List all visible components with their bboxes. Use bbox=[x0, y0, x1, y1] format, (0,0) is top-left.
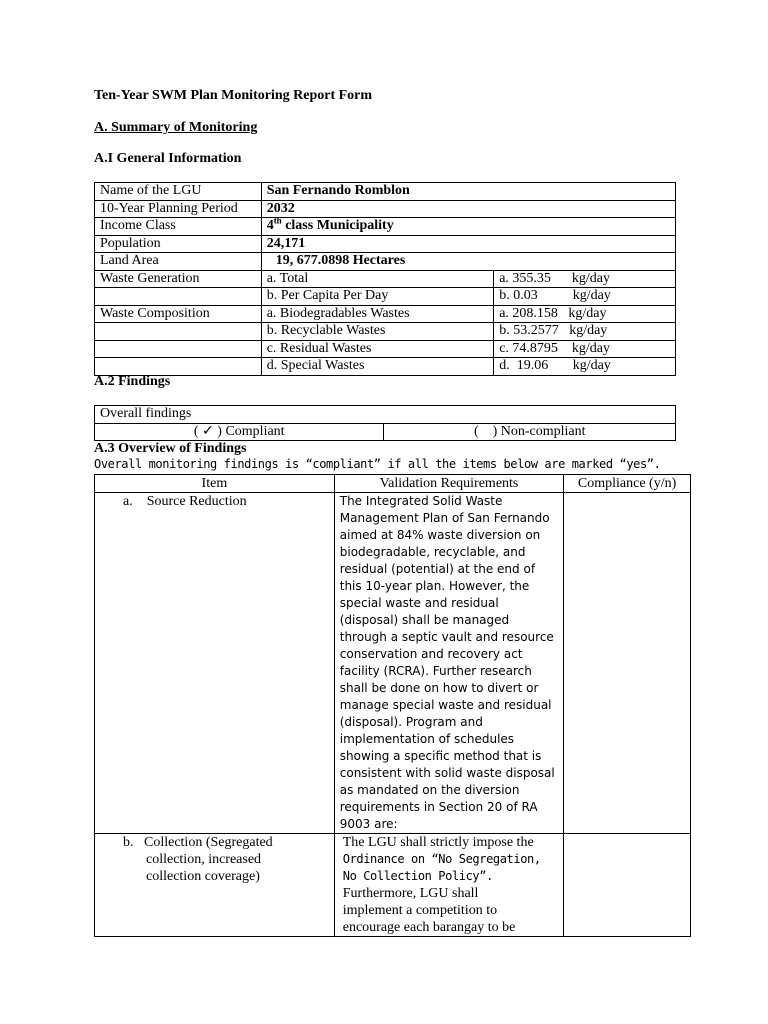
collection-text-line: Furthermore, LGU shall bbox=[342, 886, 479, 901]
collection-text-line: implement a competition to bbox=[342, 903, 498, 918]
composition-recyclable-label: b. Recyclable Wastes bbox=[261, 323, 494, 341]
land-area-value: 19, 677.0898 Hectares bbox=[261, 253, 675, 271]
table-row bbox=[95, 423, 676, 441]
lgu-value: San Fernando Romblon bbox=[261, 183, 675, 201]
table-row bbox=[95, 183, 676, 201]
overall-findings-label: Overall findings bbox=[95, 406, 676, 424]
table-row bbox=[95, 340, 676, 358]
composition-recyclable-value: b. 53.2577 kg/day bbox=[494, 323, 676, 341]
population-label: Population bbox=[95, 235, 262, 253]
noncompliant-checkbox[interactable]: ( ) Non-compliant bbox=[384, 423, 676, 441]
period-value: 2032 bbox=[261, 200, 675, 218]
section-findings-heading: A.2 Findings bbox=[94, 374, 171, 389]
waste-generation-label: Waste Generation bbox=[95, 270, 262, 288]
table-row bbox=[95, 200, 676, 218]
table-row bbox=[95, 493, 691, 834]
population-value: 24,171 bbox=[261, 235, 675, 253]
waste-composition-label: Waste Composition bbox=[95, 305, 262, 323]
empty-cell bbox=[95, 288, 262, 306]
income-class-text: class Municipality bbox=[281, 218, 394, 233]
composition-bio-label: a. Biodegradables Wastes bbox=[261, 305, 494, 323]
table-header-row bbox=[95, 475, 691, 493]
form-title: Ten-Year SWM Plan Monitoring Report Form bbox=[94, 88, 373, 103]
section-general-info-heading: A.I General Information bbox=[94, 151, 242, 166]
table-row bbox=[95, 323, 676, 341]
table-row bbox=[95, 834, 691, 937]
header-item: Item bbox=[95, 475, 335, 493]
collection-item-line: collection, increased bbox=[146, 852, 262, 867]
collection-text-line: encourage each barangay to be bbox=[342, 920, 516, 935]
generation-per-capita-label: b. Per Capita Per Day bbox=[261, 288, 494, 306]
header-compliance: Compliance (y/n) bbox=[564, 475, 691, 493]
collection-text-line: Ordinance on “No Segregation, bbox=[342, 852, 541, 866]
income-superscript: th bbox=[273, 215, 282, 226]
source-reduction-requirements: The Integrated Solid Waste Management Plan of San Fernando aimed at 84% waste diversion on biodegradable, recyclable, and residual (potential) at the end of this 10-year plan. However, the special waste and residual (disposal) shall be managed through a septic vault and resource conservation and recovery act facility (RCRA). Further research shall be done on how to divert or manage special waste and residual (disposal). Program and implementation of schedules showing a specific method that is consistent with solid waste disposal as mandated on the diversion requirements in Section 20 of RA 9003 are: bbox=[334, 493, 563, 834]
composition-special-label: d. Special Wastes bbox=[261, 358, 494, 376]
source-reduction-compliance[interactable] bbox=[564, 493, 691, 834]
collection-text-line: No Collection Policy”. bbox=[342, 869, 493, 883]
collection-text-line: The LGU shall strictly impose the bbox=[342, 835, 534, 850]
table-row bbox=[95, 270, 676, 288]
empty-cell bbox=[95, 323, 262, 341]
item-collection bbox=[95, 834, 335, 937]
overview-findings-table bbox=[94, 474, 691, 937]
table-row bbox=[95, 218, 676, 236]
section-overview-heading: A.3 Overview of Findings bbox=[94, 441, 247, 456]
empty-cell bbox=[95, 358, 262, 376]
overall-findings-table bbox=[94, 405, 676, 441]
land-area-label: Land Area bbox=[95, 253, 262, 271]
table-row bbox=[95, 305, 676, 323]
table-row bbox=[95, 288, 676, 306]
composition-special-value: d. 19.06 kg/day bbox=[494, 358, 676, 376]
header-validation: Validation Requirements bbox=[334, 475, 563, 493]
collection-requirements bbox=[334, 834, 563, 937]
income-label: Income Class bbox=[95, 218, 262, 236]
table-row bbox=[95, 358, 676, 376]
collection-item-line: b. Collection (Segregated bbox=[123, 835, 273, 850]
period-label: 10-Year Planning Period bbox=[95, 200, 262, 218]
table-row bbox=[95, 235, 676, 253]
overview-note: Overall monitoring findings is “compliant” if all the items below are marked “yes”. bbox=[94, 457, 661, 471]
compliant-checkbox[interactable]: ( ✓ ) Compliant bbox=[95, 423, 384, 441]
composition-residual-value: c. 74.8795 kg/day bbox=[494, 340, 676, 358]
collection-compliance[interactable] bbox=[564, 834, 691, 937]
general-info-table bbox=[94, 182, 676, 376]
table-row bbox=[95, 253, 676, 271]
empty-cell bbox=[95, 340, 262, 358]
composition-residual-label: c. Residual Wastes bbox=[261, 340, 494, 358]
lgu-label: Name of the LGU bbox=[95, 183, 262, 201]
income-number: 4 bbox=[266, 218, 274, 233]
generation-per-capita-value: b. 0.03 kg/day bbox=[494, 288, 676, 306]
composition-bio-value: a. 208.158 kg/day bbox=[494, 305, 676, 323]
income-value bbox=[261, 215, 675, 236]
generation-total-label: a. Total bbox=[261, 270, 494, 288]
item-source-reduction: a. Source Reduction bbox=[95, 493, 335, 834]
section-summary-heading: A. Summary of Monitoring bbox=[94, 120, 258, 135]
generation-total-value: a. 355.35 kg/day bbox=[494, 270, 676, 288]
table-row bbox=[95, 406, 676, 424]
collection-item-line: collection coverage) bbox=[146, 869, 260, 884]
